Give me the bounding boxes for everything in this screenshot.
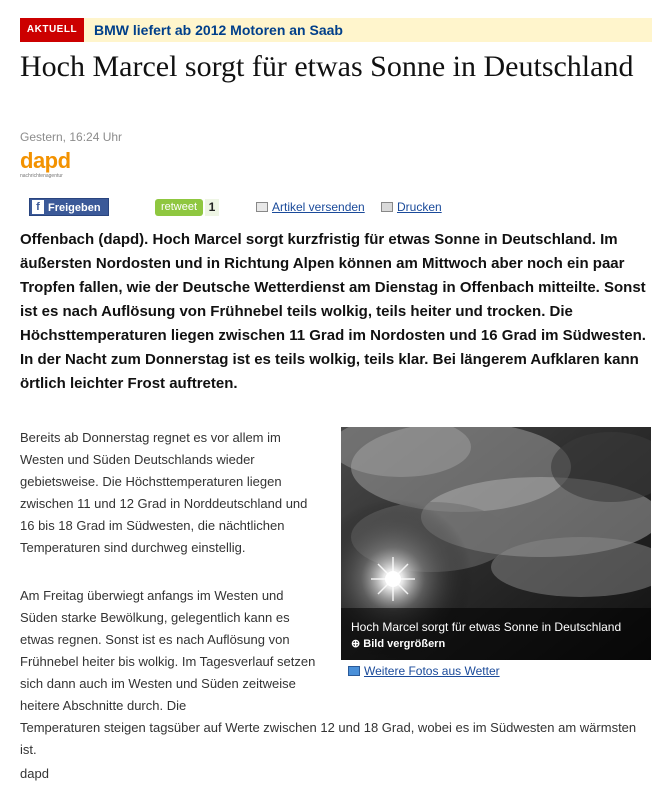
dapd-logo-subtitle: nachrichtenagentur <box>20 173 63 179</box>
more-photos-label: Weitere Fotos aus Wetter <box>364 664 500 678</box>
email-article-link[interactable] <box>256 199 365 215</box>
article-paragraph: Am Freitag überwiegt anfangs im Westen und Süden starke Bewölkung, gelegentlich kann es etwas regnen. Sonst ist es nach Auflösung von Frühnebel heiter bis wolkig. Im Tagesverlauf setzen sich dann auch im Westen und Süden zeitweise heitere Abschnitte durch. Die <box>20 588 316 713</box>
print-label: Drucken <box>397 200 442 214</box>
dapd-logo <box>20 150 80 180</box>
enlarge-image-link[interactable] <box>351 637 445 650</box>
envelope-icon <box>256 202 268 212</box>
print-link[interactable] <box>381 199 442 215</box>
dapd-logo-word: dapd <box>20 148 71 173</box>
more-photos-link[interactable] <box>348 664 500 678</box>
facebook-icon: f <box>32 200 44 214</box>
enlarge-image-label: Bild vergrößern <box>363 638 446 650</box>
ticker-headline-link[interactable]: BMW liefert ab 2012 Motoren an Saab <box>94 22 343 38</box>
retweet-count: 1 <box>205 199 219 216</box>
article-date: Gestern, 16:24 Uhr <box>20 130 123 144</box>
aktuell-badge: AKTUELL <box>20 18 84 42</box>
article-title: Hoch Marcel sorgt für etwas Sonne in Deutschland <box>20 50 634 83</box>
article-paragraph: Bereits ab Donnerstag regnet es vor allem im Westen und Süden Deutschlands wieder gebietsweise. Die Höchsttemperaturen liegen zwischen 11 und 12 Grad in Norddeutschland und 16 bis 18 Grad im Südwesten, die nächtlichen Temperaturen sind durchweg einstellig. <box>20 430 308 555</box>
printer-icon <box>381 202 393 212</box>
photo-caption: Hoch Marcel sorgt für etwas Sonne in Deutschland <box>351 620 622 634</box>
news-ticker <box>20 18 652 42</box>
facebook-share-button[interactable] <box>29 198 109 216</box>
magnifier-icon: ⊕ <box>351 638 364 650</box>
email-article-label: Artikel versenden <box>272 200 365 214</box>
photo-caption-bar <box>341 608 651 660</box>
share-label: Freigeben <box>48 202 101 214</box>
article-author: dapd <box>20 766 49 781</box>
retweet-button[interactable]: retweet <box>155 199 203 216</box>
photo-gallery-icon <box>348 666 360 676</box>
article-photo[interactable] <box>341 427 651 660</box>
article-lead: Offenbach (dapd). Hoch Marcel sorgt kurzfristig für etwas Sonne in Deutschland. Im äußersten Nordosten und in Richtung Alpen können am Mittwoch aber noch ein paar Tropfen fallen, wie der Deutsche Wetterdienst am Dienstag in Offenbach mitteilte. Sonst ist es nach Auflösung von Frühnebel teils wolkig, teils heiter und trocken. Die Höchsttemperaturen liegen zwischen 11 Grad im Nordosten und 16 Grad im Südwesten. In der Nacht zum Donnerstag ist es teils wolkig, teils klar. Bei längerem Aufklaren kann örtlich leichter Frost auftreten. <box>20 231 646 392</box>
article-paragraph: Temperaturen steigen tagsüber auf Werte zwischen 12 und 18 Grad, wobei es im Südwesten am wärmsten ist. <box>20 720 637 757</box>
